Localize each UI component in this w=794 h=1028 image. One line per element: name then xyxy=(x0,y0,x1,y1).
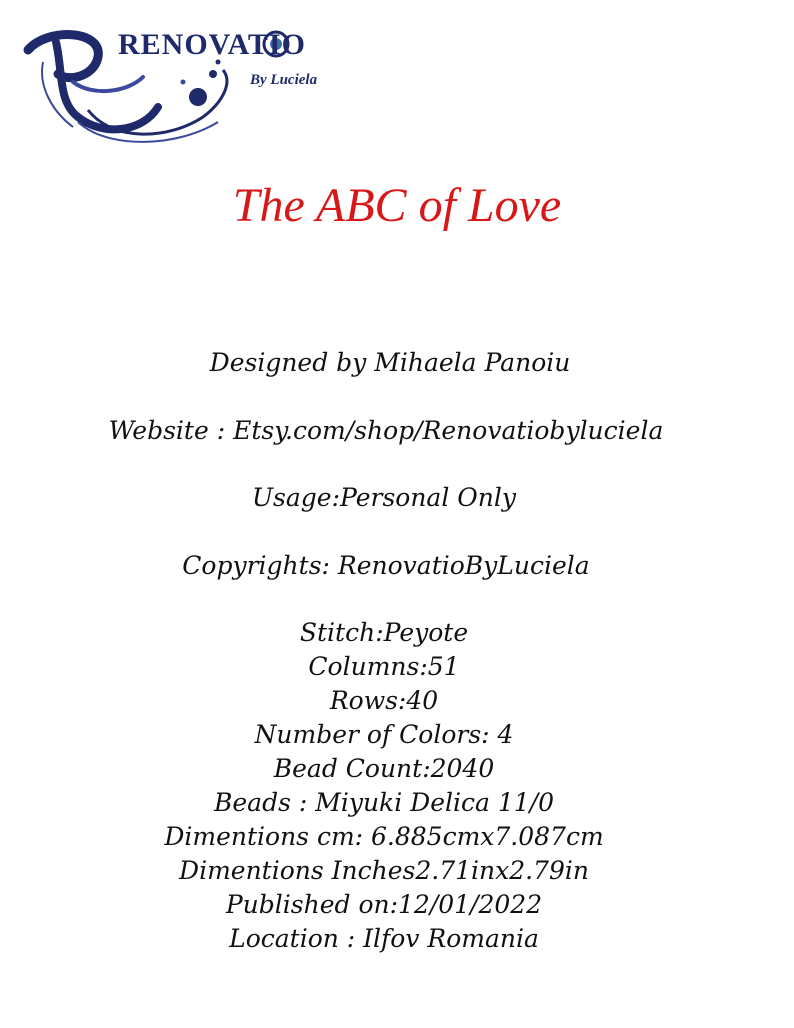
pattern-title: The ABC of Love xyxy=(232,179,562,232)
spec-bead-count: Bead Count:2040 xyxy=(273,754,495,783)
spec-dimensions-inches: Dimentions Inches2.71inx2.79in xyxy=(179,856,589,885)
logo-brand-text: RENOVATIO xyxy=(118,28,306,61)
designer-line: Designed by Mihaela Panoiu xyxy=(209,348,571,377)
pattern-specs-list xyxy=(0,616,781,956)
logo-tagline: By Luciela xyxy=(250,72,318,88)
website-line: Website : Etsy.com/shop/Renovatiobyluciela xyxy=(108,416,664,445)
spec-rows: Rows:40 xyxy=(329,686,439,715)
spec-columns: Columns:51 xyxy=(308,652,460,681)
brand-logo xyxy=(18,22,358,152)
spec-stitch: Stitch:Peyote xyxy=(299,618,469,647)
spec-number-of-colors: Number of Colors: 4 xyxy=(254,720,514,749)
spec-beads: Beads : Miyuki Delica 11/0 xyxy=(214,788,554,817)
spec-published-on: Published on:12/01/2022 xyxy=(225,890,543,919)
copyrights-line: Copyrights: RenovatioByLuciela xyxy=(182,551,590,580)
spec-location: Location : Ilfov Romania xyxy=(229,924,539,953)
renovatio-logo-graphic xyxy=(18,22,358,152)
spec-dimensions-cm: Dimentions cm: 6.885cmx7.087cm xyxy=(164,822,604,851)
usage-line: Usage:Personal Only xyxy=(251,483,516,512)
